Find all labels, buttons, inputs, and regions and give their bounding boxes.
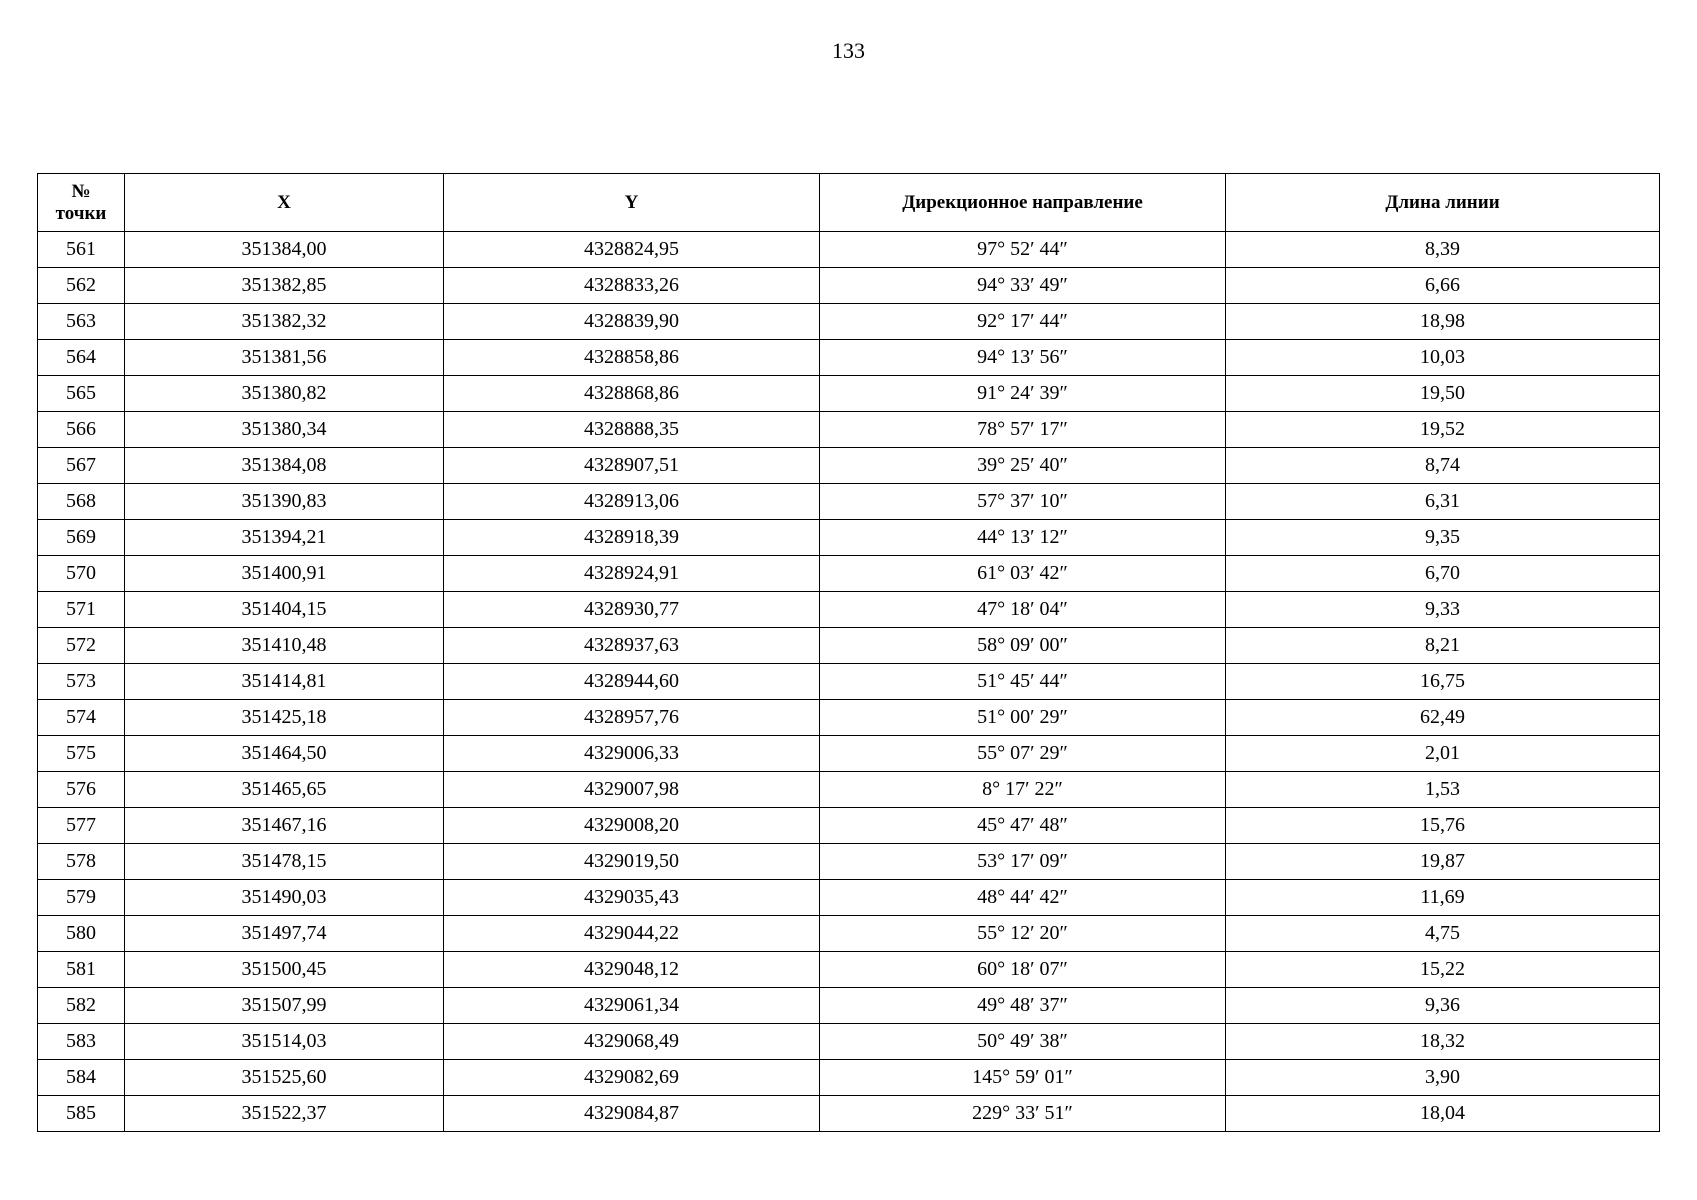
cell-direction: 44° 13′ 12″ bbox=[820, 520, 1226, 556]
cell-direction: 51° 45′ 44″ bbox=[820, 664, 1226, 700]
cell-point-number: 581 bbox=[38, 952, 125, 988]
table-header bbox=[38, 174, 1660, 232]
cell-length: 15,76 bbox=[1226, 808, 1660, 844]
cell-point-number: 585 bbox=[38, 1096, 125, 1132]
cell-point-number: 578 bbox=[38, 844, 125, 880]
cell-x: 351507,99 bbox=[125, 988, 444, 1024]
cell-x: 351384,08 bbox=[125, 448, 444, 484]
table-row bbox=[38, 988, 1660, 1024]
cell-y: 4329068,49 bbox=[444, 1024, 820, 1060]
cell-direction: 48° 44′ 42″ bbox=[820, 880, 1226, 916]
cell-y: 4329044,22 bbox=[444, 916, 820, 952]
table-row bbox=[38, 556, 1660, 592]
cell-direction: 55° 12′ 20″ bbox=[820, 916, 1226, 952]
cell-direction: 61° 03′ 42″ bbox=[820, 556, 1226, 592]
cell-length: 19,50 bbox=[1226, 376, 1660, 412]
cell-point-number: 580 bbox=[38, 916, 125, 952]
header-direction: Дирекционное направление bbox=[820, 174, 1226, 232]
cell-y: 4328924,91 bbox=[444, 556, 820, 592]
page-number: 133 bbox=[832, 38, 865, 63]
table-row bbox=[38, 484, 1660, 520]
table-row bbox=[38, 808, 1660, 844]
cell-x: 351381,56 bbox=[125, 340, 444, 376]
cell-point-number: 582 bbox=[38, 988, 125, 1024]
cell-x: 351390,83 bbox=[125, 484, 444, 520]
cell-x: 351382,85 bbox=[125, 268, 444, 304]
cell-point-number: 574 bbox=[38, 700, 125, 736]
cell-direction: 92° 17′ 44″ bbox=[820, 304, 1226, 340]
cell-direction: 50° 49′ 38″ bbox=[820, 1024, 1226, 1060]
table-row bbox=[38, 664, 1660, 700]
cell-y: 4328888,35 bbox=[444, 412, 820, 448]
cell-length: 62,49 bbox=[1226, 700, 1660, 736]
cell-length: 18,98 bbox=[1226, 304, 1660, 340]
cell-length: 19,87 bbox=[1226, 844, 1660, 880]
cell-x: 351500,45 bbox=[125, 952, 444, 988]
cell-y: 4329084,87 bbox=[444, 1096, 820, 1132]
cell-x: 351384,00 bbox=[125, 232, 444, 268]
cell-x: 351394,21 bbox=[125, 520, 444, 556]
cell-y: 4328918,39 bbox=[444, 520, 820, 556]
table-row bbox=[38, 520, 1660, 556]
header-point-number-symbol: № bbox=[71, 180, 91, 202]
cell-direction: 45° 47′ 48″ bbox=[820, 808, 1226, 844]
cell-length: 15,22 bbox=[1226, 952, 1660, 988]
cell-point-number: 564 bbox=[38, 340, 125, 376]
table-row bbox=[38, 304, 1660, 340]
cell-length: 16,75 bbox=[1226, 664, 1660, 700]
cell-y: 4328957,76 bbox=[444, 700, 820, 736]
cell-point-number: 584 bbox=[38, 1060, 125, 1096]
cell-point-number: 573 bbox=[38, 664, 125, 700]
table-row bbox=[38, 844, 1660, 880]
cell-direction: 145° 59′ 01″ bbox=[820, 1060, 1226, 1096]
cell-x: 351522,37 bbox=[125, 1096, 444, 1132]
cell-point-number: 567 bbox=[38, 448, 125, 484]
cell-x: 351425,18 bbox=[125, 700, 444, 736]
cell-y: 4328858,86 bbox=[444, 340, 820, 376]
cell-point-number: 577 bbox=[38, 808, 125, 844]
cell-x: 351380,82 bbox=[125, 376, 444, 412]
cell-direction: 94° 13′ 56″ bbox=[820, 340, 1226, 376]
cell-direction: 49° 48′ 37″ bbox=[820, 988, 1226, 1024]
cell-direction: 47° 18′ 04″ bbox=[820, 592, 1226, 628]
table-row bbox=[38, 772, 1660, 808]
cell-y: 4328839,90 bbox=[444, 304, 820, 340]
cell-point-number: 562 bbox=[38, 268, 125, 304]
header-y: Y bbox=[444, 174, 820, 232]
cell-direction: 51° 00′ 29″ bbox=[820, 700, 1226, 736]
cell-x: 351400,91 bbox=[125, 556, 444, 592]
cell-point-number: 579 bbox=[38, 880, 125, 916]
cell-point-number: 575 bbox=[38, 736, 125, 772]
cell-y: 4329082,69 bbox=[444, 1060, 820, 1096]
table-row bbox=[38, 376, 1660, 412]
cell-y: 4329007,98 bbox=[444, 772, 820, 808]
cell-y: 4328930,77 bbox=[444, 592, 820, 628]
cell-length: 9,36 bbox=[1226, 988, 1660, 1024]
header-x: X bbox=[125, 174, 444, 232]
table-row bbox=[38, 952, 1660, 988]
cell-point-number: 568 bbox=[38, 484, 125, 520]
cell-length: 1,53 bbox=[1226, 772, 1660, 808]
cell-x: 351414,81 bbox=[125, 664, 444, 700]
cell-length: 2,01 bbox=[1226, 736, 1660, 772]
cell-direction: 78° 57′ 17″ bbox=[820, 412, 1226, 448]
cell-length: 19,52 bbox=[1226, 412, 1660, 448]
table-row bbox=[38, 1096, 1660, 1132]
cell-point-number: 583 bbox=[38, 1024, 125, 1060]
table-row bbox=[38, 736, 1660, 772]
cell-direction: 97° 52′ 44″ bbox=[820, 232, 1226, 268]
cell-direction: 60° 18′ 07″ bbox=[820, 952, 1226, 988]
cell-length: 9,35 bbox=[1226, 520, 1660, 556]
header-point-number-label: точки bbox=[55, 202, 107, 224]
header-length: Длина линии bbox=[1226, 174, 1660, 232]
cell-x: 351490,03 bbox=[125, 880, 444, 916]
cell-length: 10,03 bbox=[1226, 340, 1660, 376]
cell-length: 8,39 bbox=[1226, 232, 1660, 268]
table-row bbox=[38, 592, 1660, 628]
cell-direction: 53° 17′ 09″ bbox=[820, 844, 1226, 880]
cell-length: 18,32 bbox=[1226, 1024, 1660, 1060]
cell-point-number: 570 bbox=[38, 556, 125, 592]
cell-x: 351380,34 bbox=[125, 412, 444, 448]
cell-length: 6,70 bbox=[1226, 556, 1660, 592]
cell-x: 351464,50 bbox=[125, 736, 444, 772]
cell-x: 351410,48 bbox=[125, 628, 444, 664]
cell-direction: 55° 07′ 29″ bbox=[820, 736, 1226, 772]
coordinates-table bbox=[37, 173, 1660, 1132]
cell-y: 4329006,33 bbox=[444, 736, 820, 772]
cell-direction: 229° 33′ 51″ bbox=[820, 1096, 1226, 1132]
cell-direction: 58° 09′ 00″ bbox=[820, 628, 1226, 664]
cell-point-number: 563 bbox=[38, 304, 125, 340]
cell-y: 4329019,50 bbox=[444, 844, 820, 880]
cell-x: 351478,15 bbox=[125, 844, 444, 880]
cell-y: 4328913,06 bbox=[444, 484, 820, 520]
table-body bbox=[38, 232, 1660, 1132]
cell-point-number: 561 bbox=[38, 232, 125, 268]
cell-length: 11,69 bbox=[1226, 880, 1660, 916]
cell-length: 8,21 bbox=[1226, 628, 1660, 664]
table-row bbox=[38, 448, 1660, 484]
cell-x: 351525,60 bbox=[125, 1060, 444, 1096]
table-row bbox=[38, 412, 1660, 448]
cell-y: 4328868,86 bbox=[444, 376, 820, 412]
cell-direction: 91° 24′ 39″ bbox=[820, 376, 1226, 412]
cell-direction: 8° 17′ 22″ bbox=[820, 772, 1226, 808]
cell-y: 4328944,60 bbox=[444, 664, 820, 700]
cell-x: 351465,65 bbox=[125, 772, 444, 808]
cell-y: 4329061,34 bbox=[444, 988, 820, 1024]
cell-length: 18,04 bbox=[1226, 1096, 1660, 1132]
table-row bbox=[38, 700, 1660, 736]
cell-point-number: 565 bbox=[38, 376, 125, 412]
cell-length: 4,75 bbox=[1226, 916, 1660, 952]
cell-x: 351467,16 bbox=[125, 808, 444, 844]
table-row bbox=[38, 268, 1660, 304]
cell-x: 351497,74 bbox=[125, 916, 444, 952]
cell-length: 6,66 bbox=[1226, 268, 1660, 304]
cell-y: 4328824,95 bbox=[444, 232, 820, 268]
table-row bbox=[38, 232, 1660, 268]
cell-point-number: 566 bbox=[38, 412, 125, 448]
cell-point-number: 569 bbox=[38, 520, 125, 556]
table-row bbox=[38, 880, 1660, 916]
cell-point-number: 576 bbox=[38, 772, 125, 808]
table-row bbox=[38, 916, 1660, 952]
table-row bbox=[38, 1024, 1660, 1060]
cell-length: 8,74 bbox=[1226, 448, 1660, 484]
cell-direction: 94° 33′ 49″ bbox=[820, 268, 1226, 304]
cell-length: 3,90 bbox=[1226, 1060, 1660, 1096]
cell-point-number: 571 bbox=[38, 592, 125, 628]
cell-x: 351514,03 bbox=[125, 1024, 444, 1060]
cell-y: 4329035,43 bbox=[444, 880, 820, 916]
cell-direction: 39° 25′ 40″ bbox=[820, 448, 1226, 484]
cell-y: 4329048,12 bbox=[444, 952, 820, 988]
header-row bbox=[38, 174, 1660, 232]
header-point-number bbox=[38, 174, 125, 232]
cell-y: 4328907,51 bbox=[444, 448, 820, 484]
table-row bbox=[38, 1060, 1660, 1096]
cell-point-number: 572 bbox=[38, 628, 125, 664]
cell-length: 6,31 bbox=[1226, 484, 1660, 520]
cell-direction: 57° 37′ 10″ bbox=[820, 484, 1226, 520]
cell-length: 9,33 bbox=[1226, 592, 1660, 628]
cell-y: 4328833,26 bbox=[444, 268, 820, 304]
cell-x: 351382,32 bbox=[125, 304, 444, 340]
cell-x: 351404,15 bbox=[125, 592, 444, 628]
table-row bbox=[38, 340, 1660, 376]
cell-y: 4329008,20 bbox=[444, 808, 820, 844]
table-row bbox=[38, 628, 1660, 664]
cell-y: 4328937,63 bbox=[444, 628, 820, 664]
